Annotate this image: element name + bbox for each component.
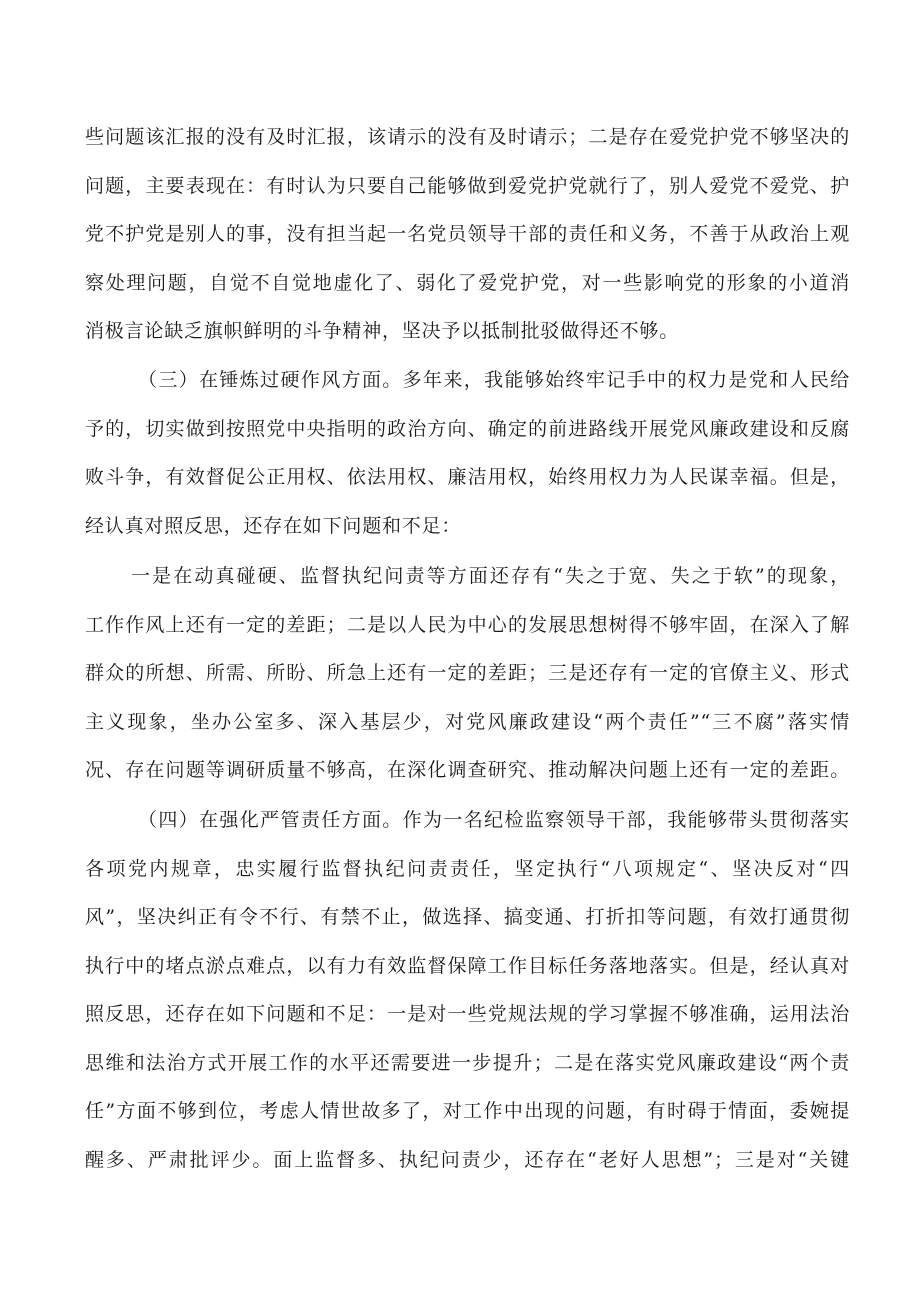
- text-line: （四）在强化严管责任方面。作为一名纪检监察领导干部，我能够带头贯彻落实: [138, 809, 850, 831]
- text-line: 党不护党是别人的事，没有担当起一名党员领导干部的责任和义务，不善于从政治上观: [85, 223, 850, 245]
- text-line: 消极言论缺乏旗帜鲜明的斗争精神，坚决予以抵制批驳做得还不够。: [85, 320, 680, 342]
- text-line: 察处理问题，自觉不自觉地虚化了、弱化了爱党护党，对一些影响党的形象的小道消: [85, 271, 850, 294]
- text-line: 群众的所想、所需、所盼、所急上还有一定的差距；三是还存有一定的官僚主义、形式: [85, 662, 850, 684]
- text-line: 风”，坚决纠正有令不行、有禁不止，做选择、搞变通、打折扣等问题，有效打通贯彻: [85, 906, 850, 928]
- text-line: 况、存在问题等调研质量不够高，在深化调查研究、推动解决问题上还有一定的差距。: [85, 759, 850, 781]
- paragraph-4: [85, 796, 850, 1184]
- text-line: 醒多、严肃批评少。面上监督多、执纪问责少，还存在“老好人思想”；三是对“关键: [85, 1148, 850, 1171]
- paragraph-2: [85, 356, 850, 550]
- text-line: 些问题该汇报的没有及时汇报，该请示的没有及时请示；二是存在爱党护党不够坚决的: [85, 126, 850, 148]
- text-line: （三）在锤炼过硬作风方面。多年来，我能够始终牢记手中的权力是党和人民给: [138, 369, 850, 391]
- text-line: 任”方面不够到位，考虑人情世故多了，对工作中出现的问题，有时碍于情面，委婉提: [85, 1100, 850, 1122]
- text-line: 败斗争，有效督促公正用权、依法用权、廉洁用权，始终用权力为人民谋幸福。但是，: [85, 466, 850, 488]
- text-line: 工作作风上还有一定的差距；二是以人民为中心的发展思想树得不够牢固，在深入了解: [85, 613, 850, 636]
- text-line: 执行中的堵点淤点难点，以有力有效监督保障工作目标任务落地落实。但是，经认真对: [85, 954, 850, 977]
- text-line: 问题，主要表现在：有时认为只要自己能够做到爱党护党就行了，别人爱党不爱党、护: [85, 174, 850, 197]
- text-line: 主义现象，坐办公室多、深入基层少，对党风廉政建设“两个责任”“三不腐”落实情: [85, 710, 850, 733]
- text-line: 经认真对照反思，还存在如下问题和不足：: [85, 514, 462, 537]
- paragraph-1: [85, 113, 850, 356]
- text-line: 照反思，还存在如下问题和不足：一是对一些党规法规的学习掌握不够准确，运用法治: [85, 1003, 850, 1025]
- text-line: 一是在动真碰硬、监督执纪问责等方面还存有“失之于宽、失之于软”的现象，: [131, 565, 850, 587]
- paragraph-3: [85, 552, 850, 795]
- text-line: 各项党内规章，忠实履行监督执纪问责责任，坚定执行“八项规定“、坚决反对“四: [85, 857, 850, 880]
- text-line: 予的，切实做到按照党中央指明的政治方向、确定的前进路线开展党风廉政建设和反腐: [85, 417, 850, 440]
- text-line: 思维和法治方式开展工作的水平还需要进一步提升；二是在落实党风廉政建设“两个责: [85, 1051, 850, 1074]
